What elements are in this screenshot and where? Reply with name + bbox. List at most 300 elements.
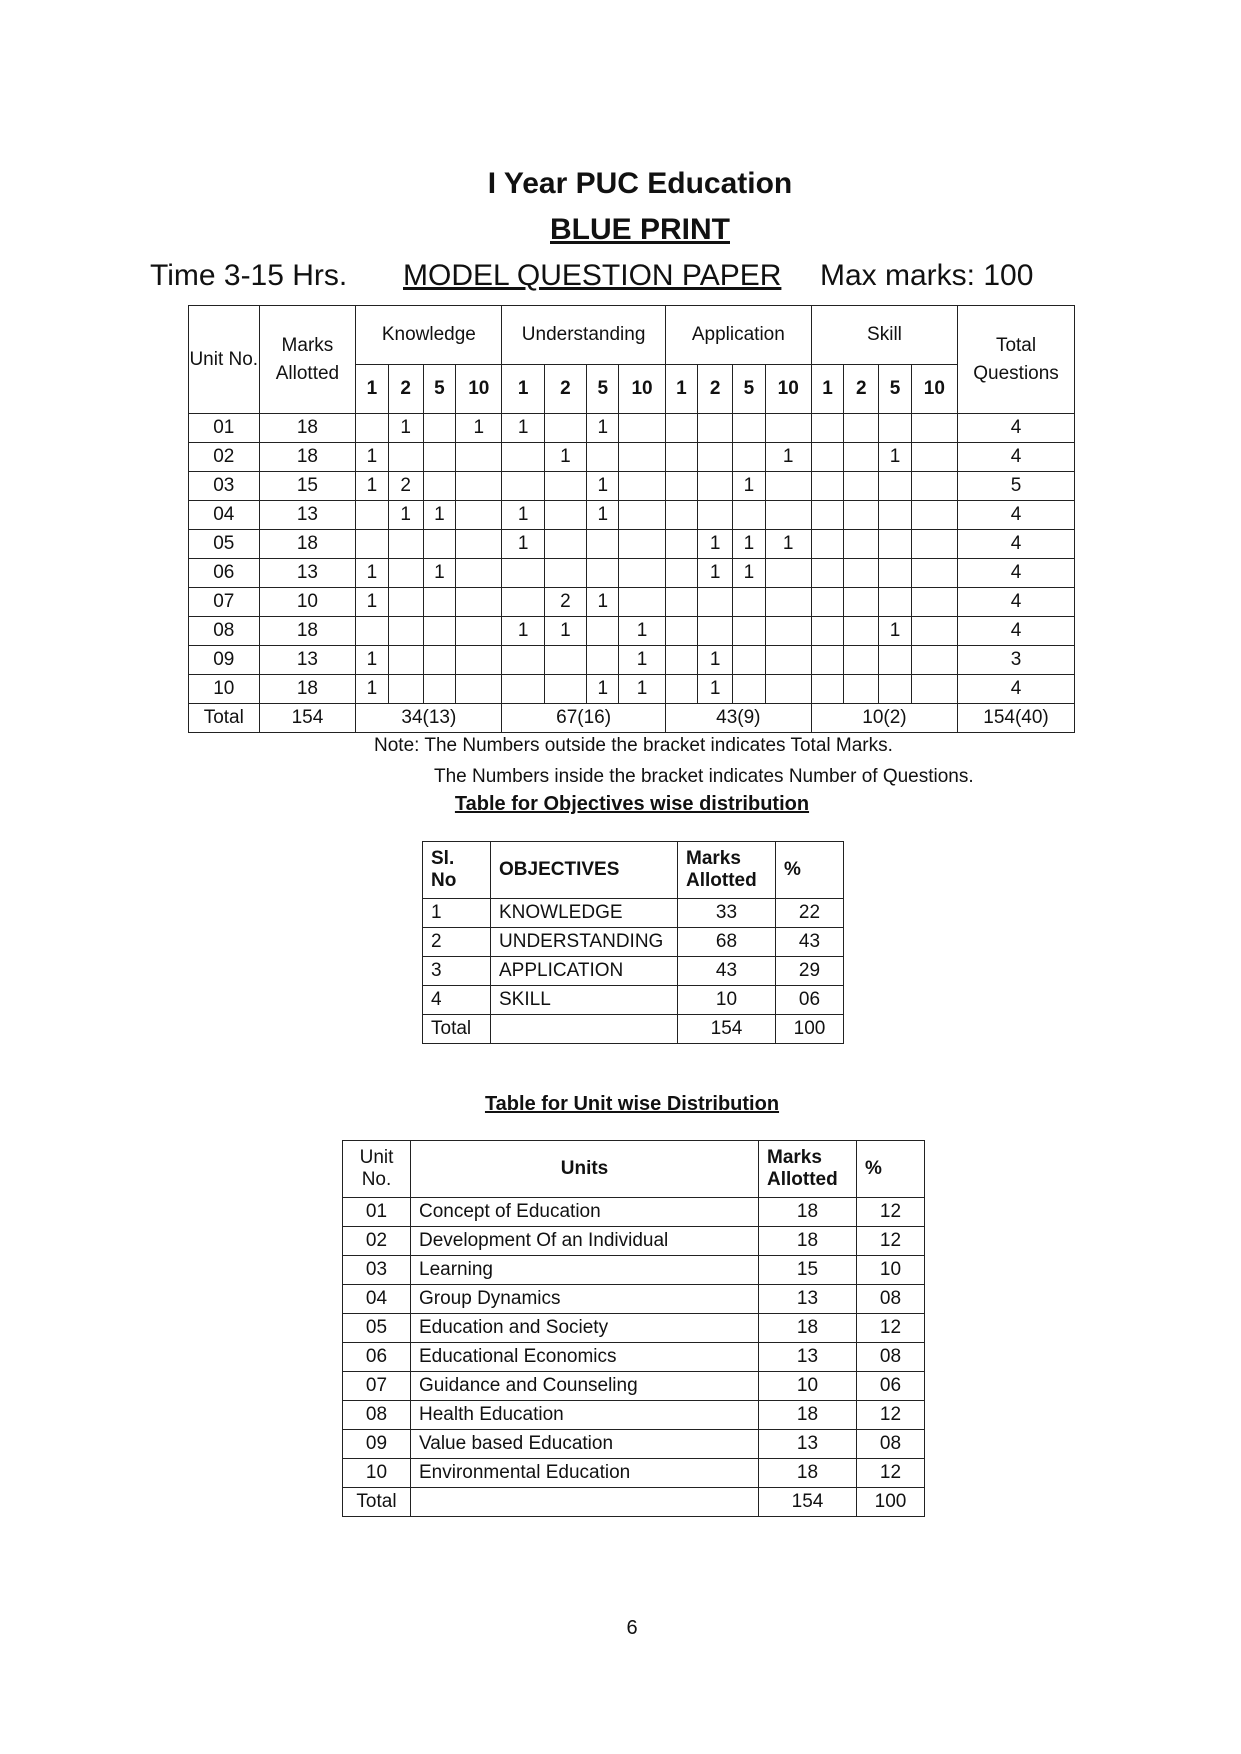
total-questions: 4 <box>958 588 1075 617</box>
question-count: 1 <box>544 617 586 646</box>
question-count: 1 <box>698 559 733 588</box>
question-count <box>388 675 423 704</box>
total-marks: 154 <box>759 1488 857 1517</box>
total-application: 43(9) <box>665 704 811 733</box>
blueprint-row <box>189 675 1075 704</box>
question-count <box>844 646 879 675</box>
objective-row <box>423 928 844 957</box>
question-count <box>423 588 455 617</box>
unit-row <box>343 1227 925 1256</box>
question-count: 1 <box>587 501 619 530</box>
question-count <box>698 588 733 617</box>
percent: 06 <box>776 986 844 1015</box>
question-count <box>456 559 502 588</box>
question-count <box>544 501 586 530</box>
question-count <box>356 501 388 530</box>
sub-col-marks-10: 10 <box>911 365 957 414</box>
percent: 10 <box>857 1256 925 1285</box>
header-marks: Marks Allotted <box>678 842 776 899</box>
question-count <box>844 530 879 559</box>
percent: 29 <box>776 957 844 986</box>
sub-col-marks-5: 5 <box>733 365 765 414</box>
sl-no: 3 <box>423 957 491 986</box>
question-count: 1 <box>356 559 388 588</box>
marks-allotted: 15 <box>759 1256 857 1285</box>
unit-no: 06 <box>189 559 260 588</box>
page-number: 6 <box>626 1617 638 1639</box>
header-percent: % <box>776 842 844 899</box>
question-count: 1 <box>423 501 455 530</box>
sub-col-marks-5: 5 <box>879 365 911 414</box>
header-units: Units <box>411 1141 759 1198</box>
question-count: 1 <box>698 646 733 675</box>
question-count <box>811 675 843 704</box>
question-count <box>733 646 765 675</box>
marks-allotted: 13 <box>259 646 356 675</box>
question-count <box>456 501 502 530</box>
unit-no: 04 <box>189 501 260 530</box>
unit-no: 01 <box>343 1198 411 1227</box>
header-application: Application <box>665 306 811 365</box>
question-count <box>765 414 811 443</box>
total-marks: 154 <box>678 1015 776 1044</box>
question-count <box>619 530 665 559</box>
question-count <box>665 530 697 559</box>
question-count <box>456 472 502 501</box>
unit-name: Value based Education <box>411 1430 759 1459</box>
unit-no: 06 <box>343 1343 411 1372</box>
header-marks-allotted: Marks Allotted <box>259 306 356 414</box>
marks-allotted: 18 <box>759 1401 857 1430</box>
question-count <box>811 443 843 472</box>
marks-allotted: 43 <box>678 957 776 986</box>
unit-no: 09 <box>189 646 260 675</box>
blueprint-row <box>189 617 1075 646</box>
question-count <box>879 501 911 530</box>
question-count: 1 <box>733 530 765 559</box>
marks-allotted: 33 <box>678 899 776 928</box>
question-count <box>765 501 811 530</box>
question-count <box>844 501 879 530</box>
question-count <box>356 617 388 646</box>
question-count <box>388 646 423 675</box>
question-count <box>544 559 586 588</box>
question-count <box>544 646 586 675</box>
sub-col-marks-2: 2 <box>844 365 879 414</box>
marks-allotted: 18 <box>759 1314 857 1343</box>
unit-no: 03 <box>343 1256 411 1285</box>
question-count <box>811 501 843 530</box>
total-knowledge: 34(13) <box>356 704 502 733</box>
question-count <box>619 588 665 617</box>
question-count <box>456 646 502 675</box>
header-percent: % <box>857 1141 925 1198</box>
unit-no: 07 <box>343 1372 411 1401</box>
unit-no: 05 <box>343 1314 411 1343</box>
sub-col-marks-1: 1 <box>811 365 843 414</box>
question-count <box>456 588 502 617</box>
question-count: 1 <box>388 414 423 443</box>
question-count: 1 <box>356 675 388 704</box>
unit-no: 03 <box>189 472 260 501</box>
unit-no: 01 <box>189 414 260 443</box>
question-count <box>844 414 879 443</box>
question-count <box>698 414 733 443</box>
question-count <box>665 443 697 472</box>
question-count <box>844 617 879 646</box>
total-questions: 4 <box>958 501 1075 530</box>
question-count <box>665 472 697 501</box>
marks-allotted: 18 <box>259 443 356 472</box>
total-questions: 4 <box>958 530 1075 559</box>
marks-allotted: 18 <box>759 1459 857 1488</box>
unit-row <box>343 1285 925 1314</box>
question-count <box>456 443 502 472</box>
marks-allotted: 13 <box>259 501 356 530</box>
unit-no: 09 <box>343 1430 411 1459</box>
question-count: 2 <box>388 472 423 501</box>
unit-no: 05 <box>189 530 260 559</box>
marks-allotted: 13 <box>259 559 356 588</box>
question-count: 1 <box>423 559 455 588</box>
note-line-1: Note: The Numbers outside the bracket indicates Total Marks. <box>374 735 893 756</box>
question-count: 1 <box>765 530 811 559</box>
question-count <box>423 443 455 472</box>
question-count <box>587 443 619 472</box>
question-count: 1 <box>879 443 911 472</box>
question-count <box>423 414 455 443</box>
total-blank <box>491 1015 678 1044</box>
sub-col-marks-2: 2 <box>544 365 586 414</box>
question-count <box>456 530 502 559</box>
question-count <box>388 617 423 646</box>
question-count <box>698 443 733 472</box>
question-count: 1 <box>733 559 765 588</box>
unit-name: Learning <box>411 1256 759 1285</box>
total-questions: 3 <box>958 646 1075 675</box>
question-count <box>911 559 957 588</box>
question-count <box>665 559 697 588</box>
objective-row <box>423 986 844 1015</box>
question-count <box>587 617 619 646</box>
question-count <box>911 443 957 472</box>
question-count <box>502 472 544 501</box>
question-count: 1 <box>388 501 423 530</box>
question-count <box>911 530 957 559</box>
question-count <box>423 646 455 675</box>
question-count <box>587 559 619 588</box>
sub-col-marks-5: 5 <box>423 365 455 414</box>
question-count <box>587 530 619 559</box>
header-total-questions: Total Questions <box>958 306 1075 414</box>
sub-col-marks-1: 1 <box>665 365 697 414</box>
question-count <box>423 530 455 559</box>
question-count <box>879 414 911 443</box>
question-count <box>811 472 843 501</box>
total-understanding: 67(16) <box>502 704 665 733</box>
question-count <box>544 530 586 559</box>
question-count <box>619 443 665 472</box>
objective-name: APPLICATION <box>491 957 678 986</box>
question-count <box>911 472 957 501</box>
percent: 12 <box>857 1198 925 1227</box>
question-count <box>665 588 697 617</box>
document-subtitle: BLUE PRINT <box>550 213 730 246</box>
question-count <box>423 617 455 646</box>
question-count <box>502 443 544 472</box>
question-count <box>356 414 388 443</box>
objective-name: SKILL <box>491 986 678 1015</box>
question-count <box>765 559 811 588</box>
question-count: 1 <box>502 617 544 646</box>
page-title: I Year PUC Education <box>487 167 793 200</box>
question-count <box>619 414 665 443</box>
percent: 22 <box>776 899 844 928</box>
question-count <box>811 588 843 617</box>
question-count: 1 <box>765 443 811 472</box>
total-percent: 100 <box>857 1488 925 1517</box>
question-count: 1 <box>587 588 619 617</box>
question-count <box>911 675 957 704</box>
unit-no: 10 <box>189 675 260 704</box>
blueprint-row <box>189 530 1075 559</box>
question-count: 1 <box>356 646 388 675</box>
blueprint-row <box>189 588 1075 617</box>
sl-no: 1 <box>423 899 491 928</box>
percent: 06 <box>857 1372 925 1401</box>
question-count: 1 <box>698 675 733 704</box>
max-marks: Max marks: 100 <box>820 259 1034 292</box>
question-count: 1 <box>502 414 544 443</box>
unit-name: Environmental Education <box>411 1459 759 1488</box>
header-understanding: Understanding <box>502 306 665 365</box>
question-count: 1 <box>733 472 765 501</box>
marks-allotted: 13 <box>759 1343 857 1372</box>
question-count: 1 <box>619 675 665 704</box>
question-count <box>879 588 911 617</box>
question-count <box>811 646 843 675</box>
marks-allotted: 68 <box>678 928 776 957</box>
question-count <box>698 501 733 530</box>
question-count <box>619 472 665 501</box>
unit-name: Group Dynamics <box>411 1285 759 1314</box>
unit-no: 07 <box>189 588 260 617</box>
total-label: Total <box>343 1488 411 1517</box>
total-marks: 154 <box>259 704 356 733</box>
sub-col-marks-2: 2 <box>698 365 733 414</box>
question-count <box>356 530 388 559</box>
objectives-total-row <box>423 1015 844 1044</box>
question-count <box>502 559 544 588</box>
question-count: 1 <box>619 617 665 646</box>
percent: 08 <box>857 1343 925 1372</box>
question-count <box>698 617 733 646</box>
blueprint-row <box>189 472 1075 501</box>
percent: 08 <box>857 1285 925 1314</box>
question-count <box>502 675 544 704</box>
marks-allotted: 18 <box>259 617 356 646</box>
question-count <box>502 588 544 617</box>
question-count: 1 <box>544 443 586 472</box>
sl-no: 4 <box>423 986 491 1015</box>
question-count <box>665 617 697 646</box>
sub-col-marks-1: 1 <box>502 365 544 414</box>
objective-row <box>423 899 844 928</box>
question-count <box>879 530 911 559</box>
question-count: 1 <box>456 414 502 443</box>
question-count <box>456 617 502 646</box>
question-count <box>811 414 843 443</box>
question-count <box>844 559 879 588</box>
header-unit-no: Unit No. <box>189 306 260 414</box>
header-marks: Marks Allotted <box>759 1141 857 1198</box>
question-count <box>879 675 911 704</box>
question-count: 1 <box>502 530 544 559</box>
total-questions: 4 <box>958 675 1075 704</box>
marks-allotted: 18 <box>259 675 356 704</box>
question-count <box>844 472 879 501</box>
blueprint-row <box>189 501 1075 530</box>
sub-col-marks-5: 5 <box>587 365 619 414</box>
marks-allotted: 15 <box>259 472 356 501</box>
unit-no: 10 <box>343 1459 411 1488</box>
units-table-title: Table for Unit wise Distribution <box>484 1093 780 1115</box>
question-count: 2 <box>544 588 586 617</box>
question-count <box>388 559 423 588</box>
question-count <box>879 472 911 501</box>
question-count <box>911 646 957 675</box>
question-count: 1 <box>356 443 388 472</box>
unit-row <box>343 1372 925 1401</box>
total-percent: 100 <box>776 1015 844 1044</box>
question-count <box>665 501 697 530</box>
marks-allotted: 13 <box>759 1285 857 1314</box>
header-unit-no: Unit No. <box>343 1141 411 1198</box>
question-count: 1 <box>879 617 911 646</box>
objective-name: KNOWLEDGE <box>491 899 678 928</box>
marks-allotted: 18 <box>259 414 356 443</box>
question-count: 1 <box>698 530 733 559</box>
unit-row <box>343 1198 925 1227</box>
question-count <box>765 617 811 646</box>
unit-row <box>343 1256 925 1285</box>
blueprint-total-row <box>189 704 1075 733</box>
question-count <box>733 443 765 472</box>
question-count <box>733 675 765 704</box>
objective-name: UNDERSTANDING <box>491 928 678 957</box>
header-skill: Skill <box>811 306 957 365</box>
question-count <box>733 501 765 530</box>
question-count <box>911 588 957 617</box>
header-sl-no: Sl. No <box>423 842 491 899</box>
objectives-table <box>422 841 844 1044</box>
marks-allotted: 10 <box>759 1372 857 1401</box>
total-questions: 154(40) <box>958 704 1075 733</box>
question-count <box>587 646 619 675</box>
time-allowed: Time 3-15 Hrs. <box>150 259 348 292</box>
question-count <box>456 675 502 704</box>
question-count <box>388 443 423 472</box>
question-count <box>544 414 586 443</box>
unit-name: Education and Society <box>411 1314 759 1343</box>
sub-col-marks-10: 10 <box>456 365 502 414</box>
question-count <box>911 501 957 530</box>
total-questions: 5 <box>958 472 1075 501</box>
total-skill: 10(2) <box>811 704 957 733</box>
units-table <box>342 1140 925 1517</box>
blueprint-row <box>189 646 1075 675</box>
sub-col-marks-10: 10 <box>619 365 665 414</box>
question-count <box>811 559 843 588</box>
unit-no: 02 <box>343 1227 411 1256</box>
blueprint-row <box>189 414 1075 443</box>
percent: 12 <box>857 1401 925 1430</box>
unit-name: Health Education <box>411 1401 759 1430</box>
marks-allotted: 18 <box>759 1227 857 1256</box>
total-questions: 4 <box>958 559 1075 588</box>
paper-title: MODEL QUESTION PAPER <box>403 259 782 292</box>
sub-col-marks-2: 2 <box>388 365 423 414</box>
total-questions: 4 <box>958 443 1075 472</box>
question-count <box>733 588 765 617</box>
question-count <box>844 443 879 472</box>
blueprint-table <box>188 305 1075 733</box>
question-count <box>388 588 423 617</box>
percent: 43 <box>776 928 844 957</box>
question-count <box>544 472 586 501</box>
question-count <box>733 617 765 646</box>
question-count <box>619 559 665 588</box>
question-count: 1 <box>619 646 665 675</box>
percent: 12 <box>857 1314 925 1343</box>
unit-no: 08 <box>189 617 260 646</box>
question-count <box>911 414 957 443</box>
sub-col-marks-1: 1 <box>356 365 388 414</box>
note-line-2: The Numbers inside the bracket indicates Number of Questions. <box>434 766 974 787</box>
unit-row <box>343 1401 925 1430</box>
question-count <box>879 646 911 675</box>
question-count <box>665 414 697 443</box>
question-count <box>665 675 697 704</box>
total-label: Total <box>423 1015 491 1044</box>
total-blank <box>411 1488 759 1517</box>
question-count: 1 <box>356 472 388 501</box>
objectives-table-title: Table for Objectives wise distribution <box>454 793 810 815</box>
unit-no: 02 <box>189 443 260 472</box>
question-count <box>733 414 765 443</box>
question-count <box>844 675 879 704</box>
question-count <box>911 617 957 646</box>
question-count <box>765 472 811 501</box>
question-count: 1 <box>587 675 619 704</box>
unit-no: 08 <box>343 1401 411 1430</box>
question-count <box>844 588 879 617</box>
question-count <box>423 472 455 501</box>
question-count <box>811 530 843 559</box>
question-count: 1 <box>587 472 619 501</box>
total-label: Total <box>189 704 260 733</box>
unit-name: Guidance and Counseling <box>411 1372 759 1401</box>
marks-allotted: 10 <box>259 588 356 617</box>
marks-allotted: 10 <box>678 986 776 1015</box>
question-count <box>765 646 811 675</box>
sub-col-marks-10: 10 <box>765 365 811 414</box>
question-count <box>698 472 733 501</box>
header-objectives: OBJECTIVES <box>491 842 678 899</box>
header-knowledge: Knowledge <box>356 306 502 365</box>
unit-row <box>343 1430 925 1459</box>
unit-row <box>343 1314 925 1343</box>
